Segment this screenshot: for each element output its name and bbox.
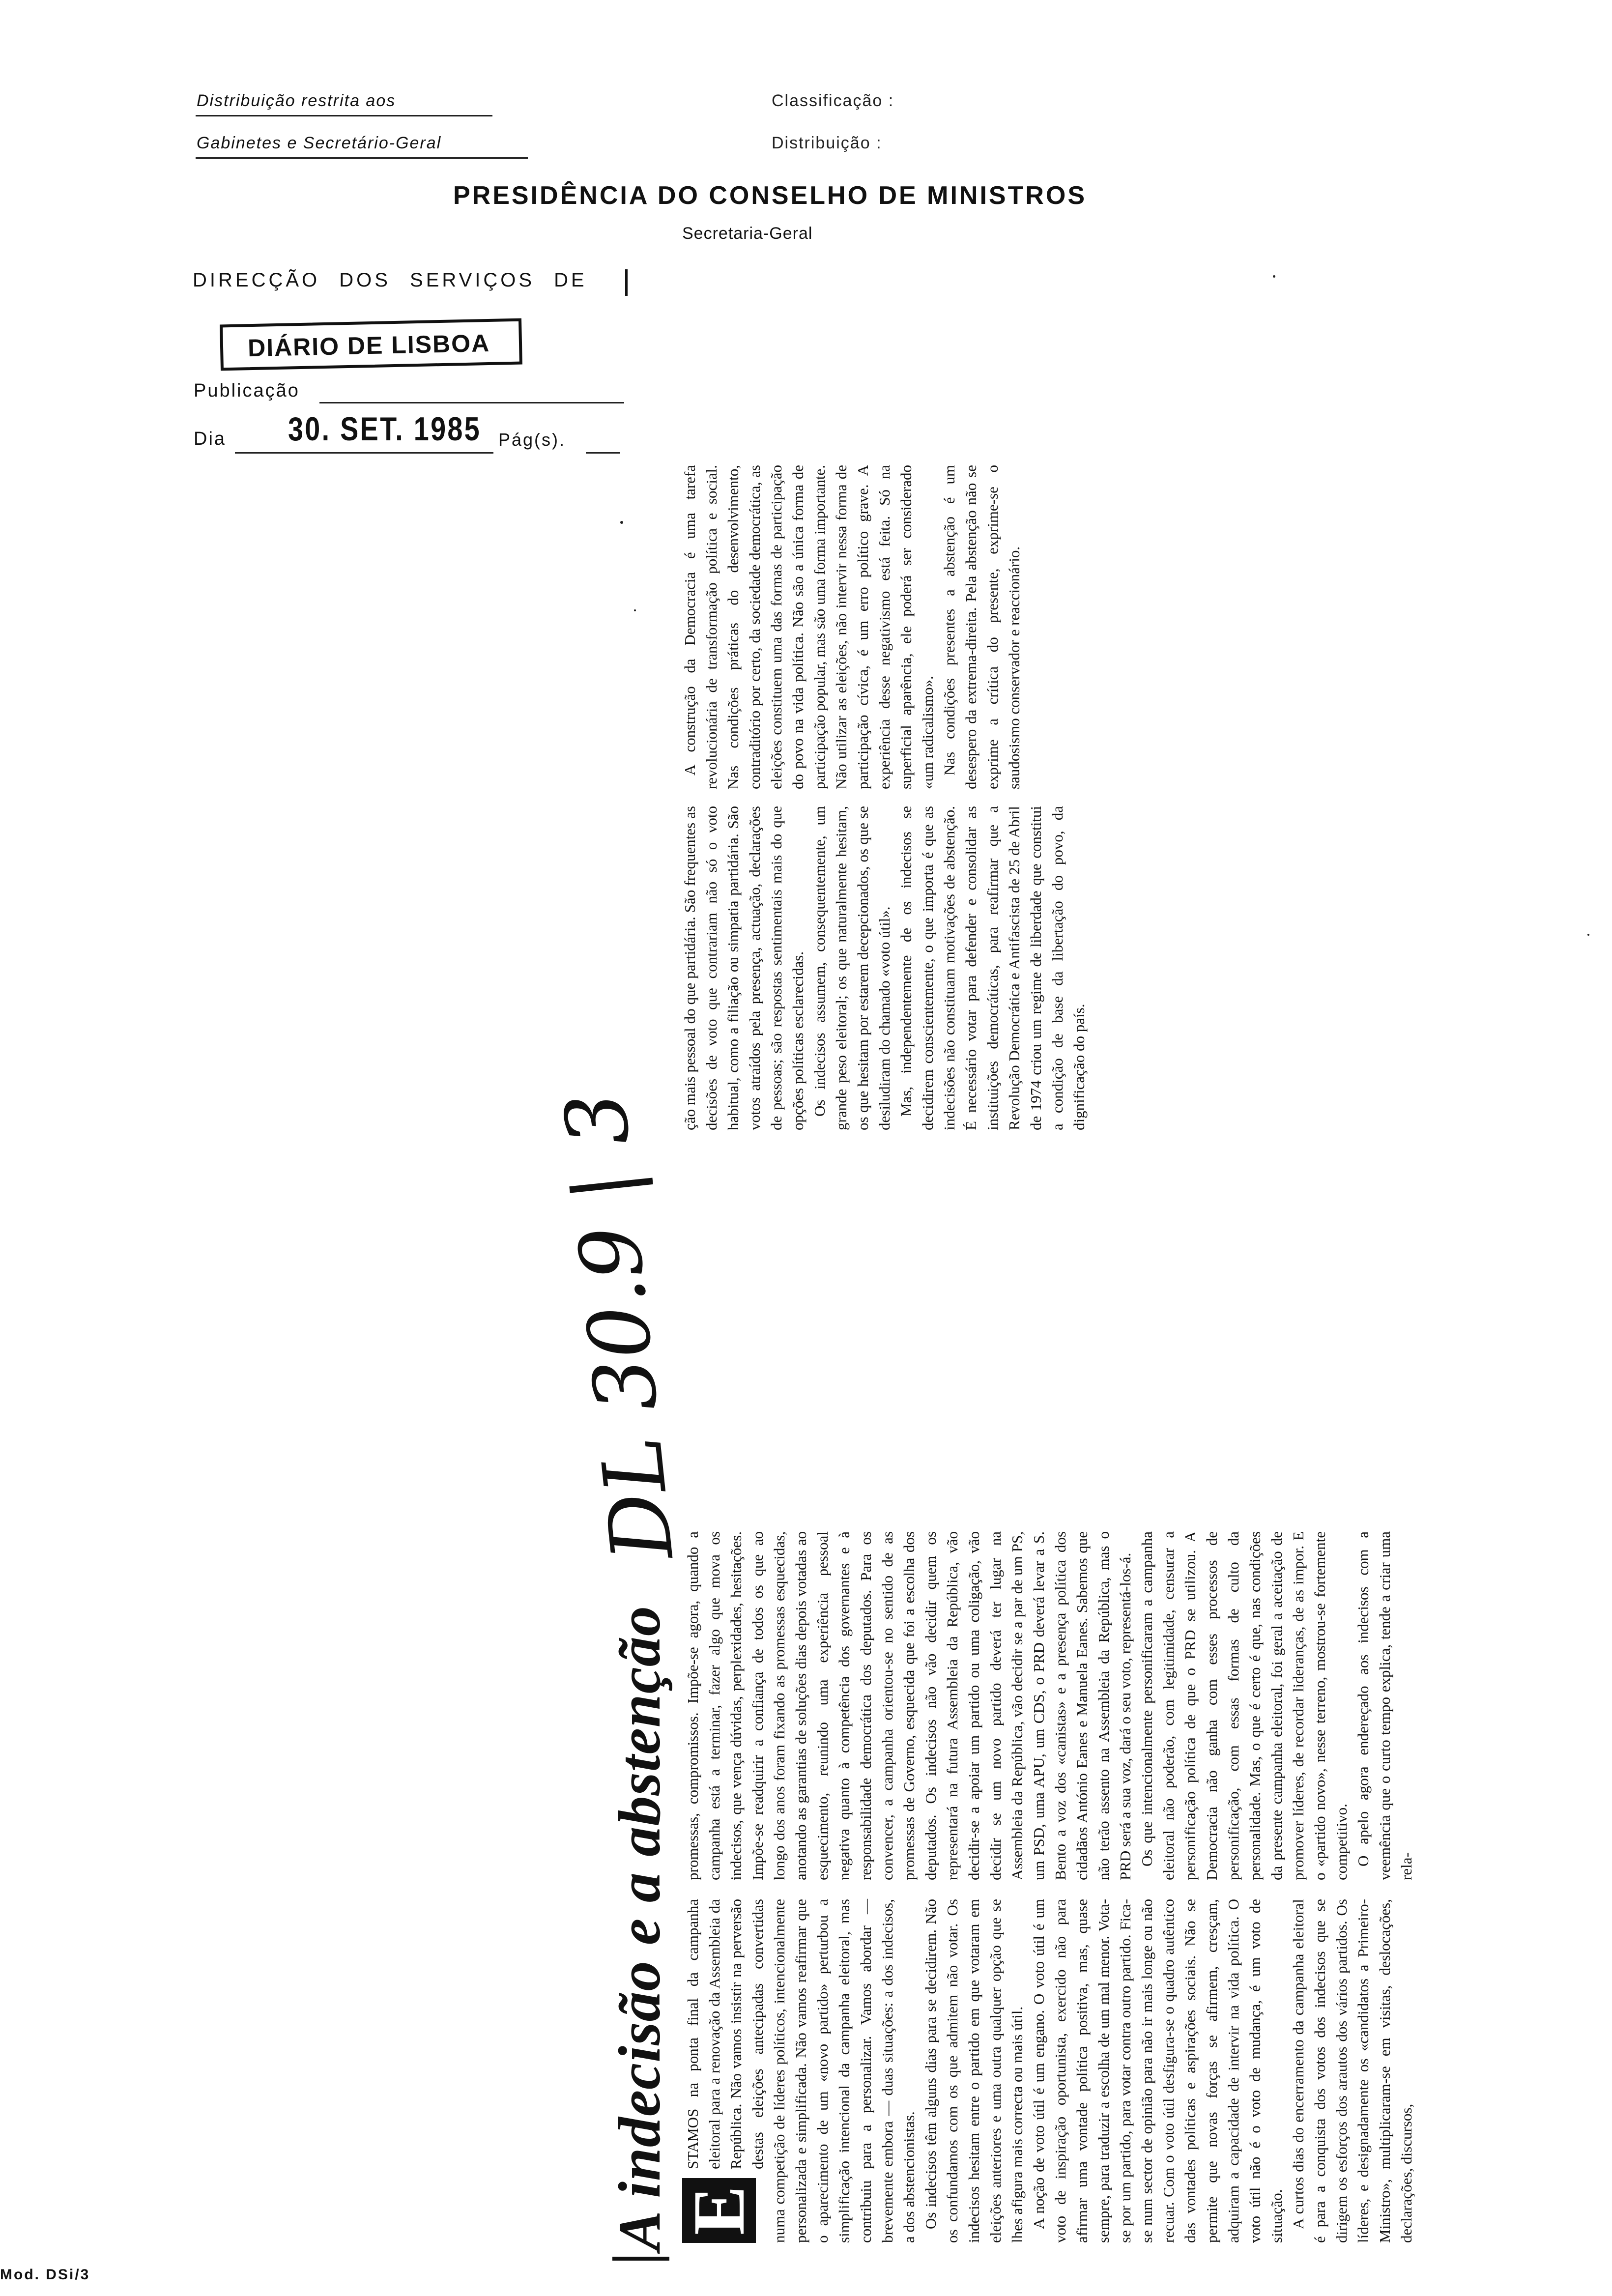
drop-cap: E [682, 2178, 756, 2243]
department-subtitle: Secretaria-Geral [682, 224, 813, 243]
day-line [235, 452, 493, 454]
paragraph: ção mais pessoal do que partidária. São frequentes as decisões de voto que contrariam não só o voto habitual, como a filiação ou simpatia partidária. São votos atraídos pela presença, actuação, declarações de pessoas; são respostas sentimentais mais do que opções políticas esclarecidas. [681, 806, 806, 1130]
paragraph: A noção de voto útil é um engano. O voto útil é um voto de inspiração oportunista, exercido não para afirmar uma vontade política positiva, mas, quase sempre, para traduzir a escolha de um mal menor. Vota-se por um partido, para votar contra outro partido. Fica-se num sector de opinião para não ir mais longe ou não recuar. Com o voto útil desfigura-se o quadro autêntico das vontades políticas e aspirações sociais. Não se permite que novas forças se afirmem, cresçam, adquiram a capacidade de intervir na vida política. O voto útil não é o voto de mudança, é um voto de situação. [1030, 1899, 1285, 2243]
classification-label: Classificação : [772, 91, 894, 110]
institution-title: PRESIDÊNCIA DO CONSELHO DE MINISTROS [453, 181, 1087, 210]
distribution-restricted-line: Distribuição restrita aos [197, 91, 396, 110]
paragraph: Os que intencionalmente personificaram a campanha eleitoral não poderão, com legitimidade, censurar a personificação política de que o PRD se utilizou. A Democracia não ganha com esses processos de personificação, com essas formas de culto da personalidade. Mas, o que é certo é que, nas condições da presente campanha eleitoral, foi geral a aceitação de promover líderes, de recordar lideranças, de as impor. E o «partido novo», nesse terreno, mostrou-se fortemente competitivo. [1138, 1531, 1350, 1880]
paragraph: STAMOS na ponta final da campanha eleitoral para a renovação da Assembleia da República. Não vamos insistir na perversão destas eleições antecipadas convertidas numa competição de líderes políticos, intencionalmente personalizada e simplificada. Não vamos reafirmar que o aparecimento de um «novo partido» perturbou a simplificação intencional da campanha eleitoral, mas contribuiu para a personalizar. Vamos abordar — brevemente embora — duas situações: a dos indecisos, a dos abstencionistas. [684, 1899, 918, 2243]
paragraph: Os indecisos têm alguns dias para se decidirem. Não os confundamos com os que admitem não votar. Os indecisos hesitam entre o partido em que votaram em eleições anteriores e uma outra qualquer opção que se lhes afigura mais correcta ou mais útil. [922, 1899, 1026, 2243]
form-code: Mod. DSi/3 [0, 2267, 90, 2283]
article-column-3 [679, 806, 1318, 1130]
article-column-2 [682, 1531, 1415, 1880]
newspaper-stamp [220, 318, 522, 371]
underline-recipients [196, 157, 528, 159]
paragraph: promessas, compromissos. Impõe-se agora, quando a campanha está a terminar, fazer algo que mova os indecisos, que vença dúvidas, perplexidades, hesitações. Impõe-se readquirir a confiança de todos os que ao longo dos anos foram fixando as promessas esquecidas, anotando as garantias de soluções dias depois votadas ao esquecimento, reunindo uma experiência pessoal negativa quanto à competência dos governantes e à responsabilidade democrática dos deputados. Para os convencer, a campanha orientou-se no sentido de as promessas de Governo, esquecida que foi a escolha dos deputados. Os indecisos não vão decidir quem os representará na futura Assembleia da República, vão decidir-se a apoiar um partido ou uma coligação, vão decidir se um novo partido deverá ter lugar na Assembleia da República, vão decidir se a par de um PS, um PSD, uma APU, um CDS, o PRD deverá levar a S. Bento a voz dos «canistas» e a presença política dos cidadãos António Eanes e Manuela Eanes. Sabemos que não terão assento na Assembleia da República, mas o PRD será a sua voz, dará o seu voto, representá-los-á. [684, 1531, 1134, 1880]
speck [1587, 934, 1589, 936]
day-stamp-date: 30. SET. 1985 [288, 410, 481, 448]
newspaper-name: DIÁRIO DE LISBOA [247, 329, 490, 362]
paragraph: A construção da Democracia é uma tarefa revolucionária de transformação política e social. Nas condições práticas do desenvolvimento, contraditório por certo, da sociedade democrática, as eleições constituem uma das formas de participação do povo na vida política. Não são a única forma de participação popular, mas são uma forma importante. Não utilizar as eleições, não intervir nessa forma de participação cívica, é um erro político grave. A experiência desse negativismo está feita. Só na superficial aparência, ele poderá ser considerado «um radicalismo». [681, 465, 936, 789]
distribution-label: Distribuição : [772, 134, 882, 152]
paragraph: O apelo agora endereçado aos indecisos com a veemência que o curto tempo explica, tende a criar uma rela- [1354, 1531, 1415, 1880]
paragraph: A curtos dias do encerramento da campanha eleitoral é para a conquista dos votos dos indecisos que se dirigem os esforços dos arautos dos vários partidos. Os líderes, e designadamente os «candidatos a Primeiro-Ministro», multiplicaram-se em visitas, deslocações, declarações, discursos, [1290, 1899, 1415, 2243]
day-label: Dia [194, 429, 227, 449]
article-headline: A indecisão e a abstenção [606, 1606, 673, 2251]
newspaper-clipping [547, 265, 1579, 2261]
speck [1273, 275, 1275, 278]
article-column-1 [682, 1899, 1415, 2243]
paragraph: Mas, independentemente de os indecisos se decidirem conscientemente, o que importa é que as indecisões não constituam motivações de abstenção. É necessário votar para defender e consolidar as instituições democráticas, para reafirmar que a Revolução Democrática e Antifascista de 25 de Abril de 1974 criou um regime de liberdade que constitui a condição de base da libertação do povo, da dignificação do país. [897, 806, 1088, 1130]
recipients-line: Gabinetes e Secretário-Geral [197, 134, 442, 152]
speck [620, 521, 623, 524]
underline-distribution [196, 115, 492, 116]
page-label: Pág(s). [498, 430, 566, 450]
article-column-4 [679, 465, 1318, 789]
speck [634, 609, 636, 611]
publication-line [319, 402, 624, 403]
headline-bar [612, 2257, 669, 2261]
directorate-label: DIRECÇÃO DOS SERVIÇOS DE [193, 269, 587, 291]
paragraph: Nas condições presentes a abstenção é um desespero da extrema-direita. Pela abstenção não se exprime a crítica do presente, exprime-se o saudosismo conservador e reaccionário. [941, 465, 1023, 789]
paragraph: Os indecisos assumem, consequentemente, um grande peso eleitoral; os que naturalmente hesitam, os que hesitam por estarem decepcionados, os que se desiludiram do chamado «voto útil». [811, 806, 893, 1130]
publication-label: Publicação [194, 380, 300, 401]
handwritten-note: DL 30.9 | 3 [547, 1088, 692, 1565]
